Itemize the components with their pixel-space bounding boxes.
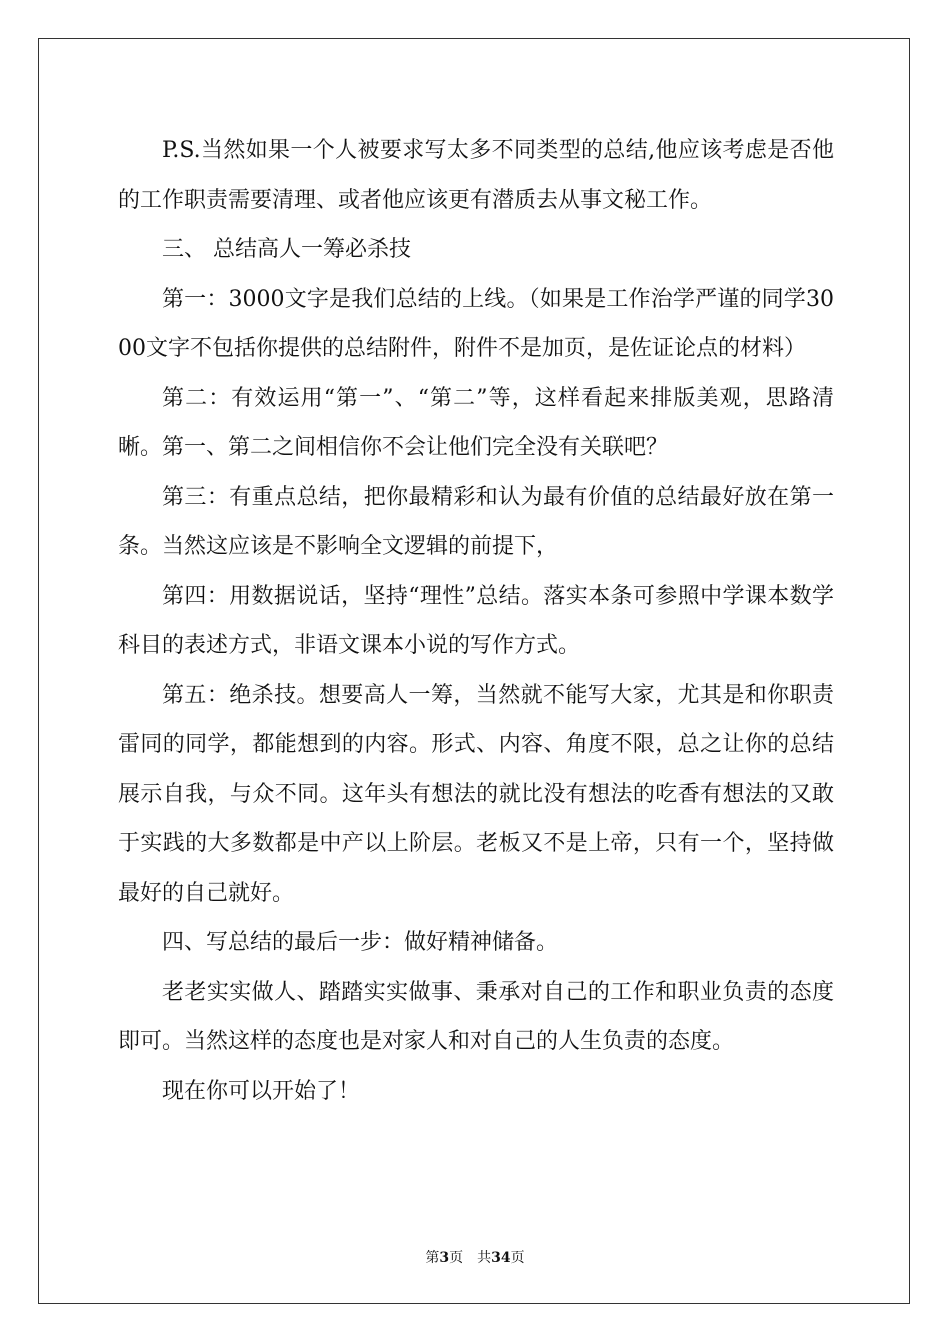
paragraph-ps-note: P.S.当然如果一个人被要求写太多不同类型的总结,他应该考虑是否他的工作职责需要清理、或者他应该更有潜质去从事文秘工作。 <box>118 138 834 213</box>
page-number: 3 <box>439 1250 450 1266</box>
section-three-heading: 三、 总结高人一筹必杀技 <box>162 237 411 262</box>
page-prefix: 第 <box>425 1250 440 1266</box>
section-four-heading: 四、写总结的最后一步：做好精神储备。 <box>162 930 559 955</box>
total-pages: 34 <box>491 1250 511 1266</box>
paragraph-tip-two: 第二：有效运用“第一”、“第二”等，这样看起来排版美观，思路清晰。第一、第二之间相信你不会让他们完全没有关联吧？ <box>118 385 834 460</box>
paragraph-closing: 现在你可以开始了！ <box>162 1078 361 1104</box>
paragraph-tip-one: 第一：3000文字是我们总结的上线。（如果是工作治学严谨的同学3000文字不包括你提供的总结附件，附件不是加页，是佐证论点的材料） <box>118 286 834 361</box>
paragraph-attitude: 老老实实做人、踏踏实实做事、秉承对自己的工作和职业负责的态度即可。当然这样的态度也是对家人和对自己的人生负责的态度。 <box>118 979 834 1054</box>
page-suffix: 页 <box>449 1250 464 1266</box>
total-suffix: 页 <box>510 1250 525 1266</box>
total-prefix: 共 <box>477 1250 492 1266</box>
paragraph-tip-five: 第五：绝杀技。想要高人一筹，当然就不能写大家，尤其是和你职责雷同的同学，都能想到的内容。形式、内容、角度不限，总之让你的总结展示自我，与众不同。这年头有想法的就比没有想法的吃香有想法的又敢于实践的大多数都是中产以上阶层。老板又不是上帝，只有一个，坚持做最好的自己就好。 <box>118 682 834 906</box>
paragraph-tip-four: 第四：用数据说话，坚持“理性”总结。落实本条可参照中学课本数学科目的表述方式，非语文课本小说的写作方式。 <box>118 583 834 658</box>
page-footer <box>0 1248 950 1268</box>
document-body <box>118 126 834 1116</box>
paragraph-tip-three: 第三：有重点总结，把你最精彩和认为最有价值的总结最好放在第一条。当然这应该是不影响全文逻辑的前提下， <box>118 484 834 559</box>
